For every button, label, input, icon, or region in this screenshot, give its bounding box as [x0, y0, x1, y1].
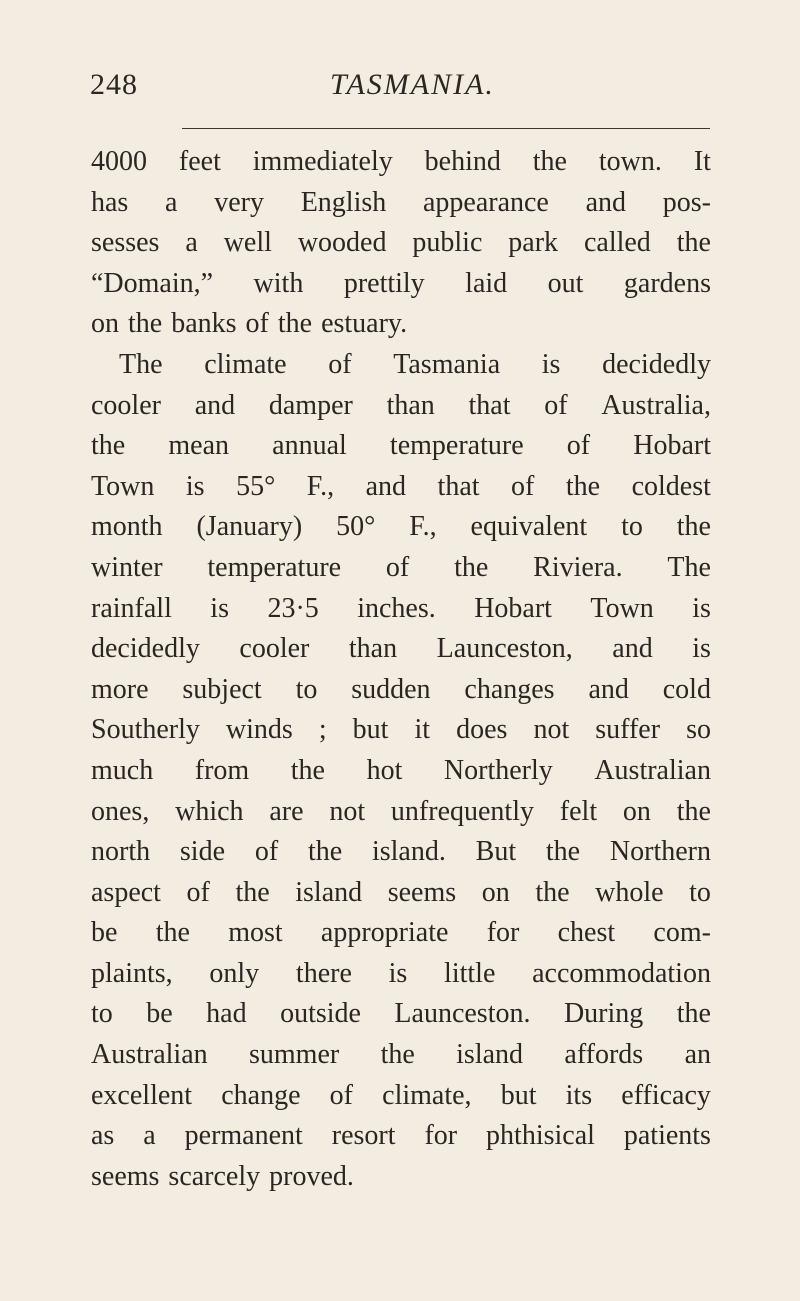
- word: summer: [249, 1039, 340, 1071]
- word: island: [295, 876, 363, 908]
- word: felt: [559, 795, 598, 827]
- word: the: [535, 876, 570, 908]
- word: Northern: [609, 836, 711, 868]
- word: changes: [464, 673, 555, 705]
- word: (January): [196, 511, 303, 543]
- running-title: TASMANIA.: [330, 68, 495, 101]
- word: and: [194, 389, 236, 421]
- word: cooler: [91, 389, 161, 421]
- word: the: [676, 227, 711, 259]
- word: that: [437, 470, 480, 502]
- word: climate,: [382, 1079, 472, 1111]
- word: plaints,: [91, 957, 173, 989]
- word: wooded: [297, 227, 387, 259]
- word: 4000: [91, 146, 147, 177]
- word: to: [91, 998, 113, 1030]
- word: excellent: [91, 1079, 193, 1111]
- word: that: [468, 389, 511, 421]
- word: Northerly: [443, 754, 553, 786]
- word: the: [454, 551, 489, 583]
- word: It: [693, 146, 711, 177]
- word: equivalent: [470, 511, 588, 543]
- word: outside: [280, 998, 361, 1030]
- word: of: [544, 389, 568, 421]
- word: During: [563, 998, 644, 1030]
- word: damper: [268, 389, 353, 421]
- word: 50°: [336, 511, 376, 543]
- word: of: [511, 470, 535, 502]
- word: The: [667, 551, 711, 583]
- word: a: [185, 227, 198, 259]
- word: laid: [465, 267, 508, 299]
- word: the: [235, 876, 270, 908]
- text-line: [91, 873, 711, 914]
- word: appropriate: [320, 917, 449, 949]
- word: than: [386, 389, 435, 421]
- word: F.,: [306, 470, 335, 502]
- word: north: [91, 836, 151, 868]
- word: behind: [424, 146, 501, 177]
- word: to: [689, 876, 711, 908]
- word: most: [228, 917, 283, 949]
- word: month: [91, 511, 163, 543]
- word: and: [585, 186, 627, 218]
- word: gardens: [623, 267, 711, 299]
- word: immediately: [252, 146, 393, 177]
- text-line: [91, 507, 711, 548]
- text-line: [91, 223, 711, 264]
- word: rainfall: [91, 592, 172, 624]
- text-line: [91, 751, 711, 792]
- word: 55°: [236, 470, 276, 502]
- word: be: [91, 917, 118, 949]
- text-line: [91, 548, 711, 589]
- word: be: [146, 998, 173, 1030]
- word: very: [214, 186, 264, 218]
- word: mean: [168, 430, 229, 462]
- word: is: [388, 957, 408, 989]
- word: the: [676, 511, 711, 543]
- text-line: [91, 710, 711, 751]
- text-line: seems scarcely proved.: [91, 1160, 354, 1192]
- word: not: [533, 714, 570, 746]
- word: has: [91, 186, 129, 218]
- word: park: [508, 227, 559, 259]
- word: on: [622, 795, 651, 827]
- word: Tasmania: [393, 348, 501, 380]
- word: pos-: [662, 186, 711, 218]
- word: and: [588, 673, 629, 705]
- word: the: [676, 795, 711, 827]
- text-line: [91, 670, 711, 711]
- word: permanent: [184, 1120, 303, 1152]
- word: climate: [204, 348, 287, 380]
- word: it: [414, 714, 431, 746]
- text-line: [91, 994, 711, 1035]
- word: the: [532, 146, 567, 177]
- word: ones,: [91, 795, 150, 827]
- word: sesses: [91, 227, 160, 259]
- word: does: [456, 714, 508, 746]
- text-line: [91, 426, 711, 467]
- word: is: [692, 633, 711, 665]
- word: of: [186, 876, 210, 908]
- word: of: [385, 551, 410, 583]
- word: “Domain,”: [91, 267, 214, 299]
- word: is: [541, 348, 561, 380]
- word: which: [175, 795, 244, 827]
- word: accommodation: [532, 957, 711, 989]
- word: is: [210, 592, 229, 624]
- word: the: [155, 917, 190, 949]
- word: sudden: [351, 673, 431, 705]
- word: but: [500, 1079, 537, 1111]
- word: the: [307, 836, 343, 868]
- word: its: [565, 1079, 593, 1111]
- text-line: [91, 629, 711, 670]
- word: an: [684, 1039, 711, 1071]
- word: appearance: [422, 186, 549, 218]
- header-rule: [182, 128, 710, 129]
- word: seems: [387, 876, 457, 908]
- word: much: [91, 754, 154, 786]
- text-line: [91, 142, 711, 183]
- text-line: [91, 913, 711, 954]
- word: as: [91, 1120, 115, 1152]
- word: phthisical: [486, 1120, 595, 1152]
- text-line: [91, 792, 711, 833]
- word: Launceston,: [436, 633, 573, 665]
- word: the: [380, 1039, 415, 1071]
- text-line: [91, 954, 711, 995]
- word: F.,: [409, 511, 437, 543]
- word: Australian: [594, 754, 711, 786]
- word: coldest: [631, 470, 711, 502]
- text-line: [91, 832, 711, 873]
- word: only: [209, 957, 260, 989]
- word: the: [290, 754, 325, 786]
- word: on: [481, 876, 510, 908]
- word: Southerly: [91, 714, 200, 746]
- word: of: [566, 430, 591, 462]
- word: resort: [331, 1120, 396, 1152]
- word: annual: [272, 430, 347, 462]
- word: change: [221, 1079, 301, 1111]
- text-line: on the banks of the estuary.: [91, 308, 408, 340]
- word: cooler: [239, 633, 310, 665]
- word: public: [412, 227, 483, 259]
- word: decidedly: [602, 348, 711, 380]
- word: The: [119, 348, 163, 380]
- text-line: [91, 386, 711, 427]
- word: Riviera.: [533, 551, 623, 583]
- word: is: [692, 592, 711, 624]
- word: Australian: [91, 1039, 208, 1071]
- word: side: [179, 836, 226, 868]
- word: the: [91, 430, 126, 462]
- word: Town: [590, 592, 654, 624]
- word: patients: [623, 1120, 711, 1152]
- word: island.: [371, 836, 446, 868]
- word: of: [328, 348, 352, 380]
- word: of: [254, 836, 279, 868]
- word: and: [612, 633, 653, 665]
- word: well: [223, 227, 272, 259]
- word: Hobart: [474, 592, 552, 624]
- word: is: [185, 470, 205, 502]
- word: the: [565, 470, 601, 502]
- paragraph-start-line: [91, 345, 711, 386]
- word: are: [269, 795, 304, 827]
- word: there: [295, 957, 352, 989]
- word: temperature: [389, 430, 524, 462]
- body-text: [91, 142, 711, 1197]
- word: subject: [182, 673, 262, 705]
- word: winds: [225, 714, 293, 746]
- text-line: [91, 589, 711, 630]
- word: ;: [318, 714, 327, 746]
- word: the: [676, 998, 711, 1030]
- word: suffer: [595, 714, 661, 746]
- word: called: [583, 227, 651, 259]
- word: little: [444, 957, 496, 989]
- word: decidedly: [91, 633, 200, 665]
- word: Australia,: [601, 389, 711, 421]
- text-line: [91, 1076, 711, 1117]
- word: Launceston.: [394, 998, 531, 1030]
- word: for: [486, 917, 520, 949]
- word: so: [686, 714, 711, 746]
- word: from: [194, 754, 250, 786]
- text-line: [91, 264, 711, 305]
- word: 23·5: [267, 592, 319, 624]
- word: com-: [653, 917, 711, 949]
- word: a: [165, 186, 178, 218]
- word: temperature: [207, 551, 342, 583]
- word: with: [253, 267, 304, 299]
- word: to: [621, 511, 643, 543]
- word: whole: [595, 876, 664, 908]
- word: aspect: [91, 876, 161, 908]
- word: for: [424, 1120, 458, 1152]
- word: Town: [91, 470, 155, 502]
- word: not: [329, 795, 366, 827]
- text-line: [91, 1035, 711, 1076]
- word: out: [547, 267, 584, 299]
- word: a: [143, 1120, 156, 1152]
- word: English: [300, 186, 387, 218]
- word: more: [91, 673, 149, 705]
- word: island: [456, 1039, 524, 1071]
- word: and: [365, 470, 407, 502]
- word: than: [348, 633, 398, 665]
- word: chest: [557, 917, 616, 949]
- word: hot: [366, 754, 403, 786]
- text-line: [91, 183, 711, 224]
- word: cold: [662, 673, 711, 705]
- word: But: [475, 836, 517, 868]
- word: winter: [91, 551, 163, 583]
- page-number: 248: [90, 68, 138, 101]
- text-line: [91, 467, 711, 508]
- word: feet: [178, 146, 221, 177]
- word: to: [295, 673, 318, 705]
- word: inches.: [357, 592, 436, 624]
- word: efficacy: [621, 1079, 711, 1111]
- word: unfrequently: [390, 795, 534, 827]
- word: affords: [564, 1039, 644, 1071]
- word: town.: [598, 146, 662, 177]
- word: but: [352, 714, 389, 746]
- word: prettily: [343, 267, 425, 299]
- word: the: [545, 836, 581, 868]
- page-header: [90, 68, 710, 108]
- word: had: [206, 998, 247, 1030]
- text-line: [91, 1116, 711, 1157]
- word: Hobart: [633, 430, 711, 462]
- word: of: [329, 1079, 353, 1111]
